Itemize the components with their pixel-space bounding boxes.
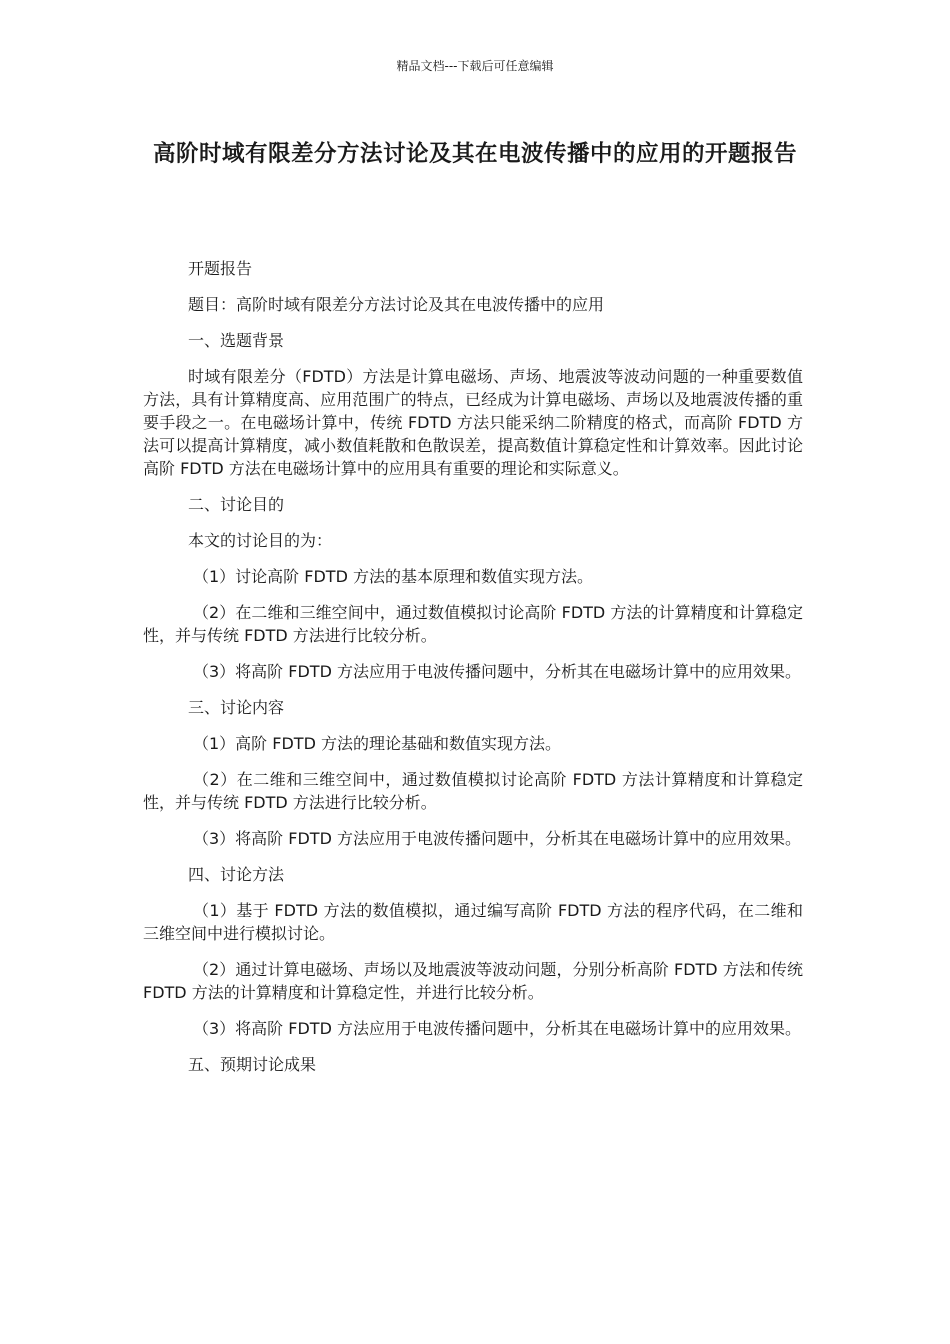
document-title: 高阶时域有限差分方法讨论及其在电波传播中的应用的开题报告 [152, 141, 797, 167]
content-item-1: （1）高阶 FDTD 方法的理论基础和数值实现方法。 [193, 734, 561, 753]
purpose-item-1: （1）讨论高阶 FDTD 方法的基本原理和数值实现方法。 [193, 567, 593, 586]
content-item-2: （2）在二维和三维空间中，通过数值模拟讨论高阶 FDTD 方法计算精度和计算稳定性，并与传统 FDTD 方法进行比较分析。 [143, 770, 803, 812]
section-heading-background: 一、选题背景 [188, 331, 285, 350]
report-label: 开题报告 [188, 259, 253, 278]
purpose-intro: 本文的讨论目的为： [188, 531, 333, 550]
page-header-watermark: 精品文档---下载后可任意编辑 [396, 59, 554, 73]
content-item-3: （3）将高阶 FDTD 方法应用于电波传播问题中，分析其在电磁场计算中的应用效果。 [193, 829, 801, 848]
section-heading-content: 三、讨论内容 [188, 698, 285, 717]
topic-line: 题目：高阶时域有限差分方法讨论及其在电波传播中的应用 [188, 295, 605, 314]
section-heading-expected-results: 五、预期讨论成果 [188, 1055, 317, 1074]
section-heading-purpose: 二、讨论目的 [188, 495, 285, 514]
background-paragraph: 时域有限差分（FDTD）方法是计算电磁场、声场、地震波等波动问题的一种重要数值方法，具有计算精度高、应用范围广的特点，已经成为计算电磁场、声场以及地震波传播的重要手段之一。在电磁场计算中，传统 FDTD 方法只能采纳二阶精度的格式，而高阶 FDTD 方法可以提高计算精度，减小数值耗散和色散误差，提高数值计算稳定性和计算效率。因此讨论高阶 FDTD 方法在电磁场计算中的应用具有重要的理论和实际意义。 [143, 367, 803, 478]
section-heading-method: 四、讨论方法 [188, 865, 285, 884]
purpose-item-2: （2）在二维和三维空间中，通过数值模拟讨论高阶 FDTD 方法的计算精度和计算稳定性，并与传统 FDTD 方法进行比较分析。 [143, 603, 803, 645]
method-item-1: （1）基于 FDTD 方法的数值模拟，通过编写高阶 FDTD 方法的程序代码，在二维和三维空间中进行模拟讨论。 [143, 901, 803, 943]
document-body [143, 257, 803, 1089]
method-item-2: （2）通过计算电磁场、声场以及地震波等波动问题，分别分析高阶 FDTD 方法和传统 FDTD 方法的计算精度和计算稳定性，并进行比较分析。 [143, 960, 803, 1002]
method-item-3: （3）将高阶 FDTD 方法应用于电波传播问题中，分析其在电磁场计算中的应用效果。 [193, 1019, 801, 1038]
purpose-item-3: （3）将高阶 FDTD 方法应用于电波传播问题中，分析其在电磁场计算中的应用效果。 [193, 662, 801, 681]
